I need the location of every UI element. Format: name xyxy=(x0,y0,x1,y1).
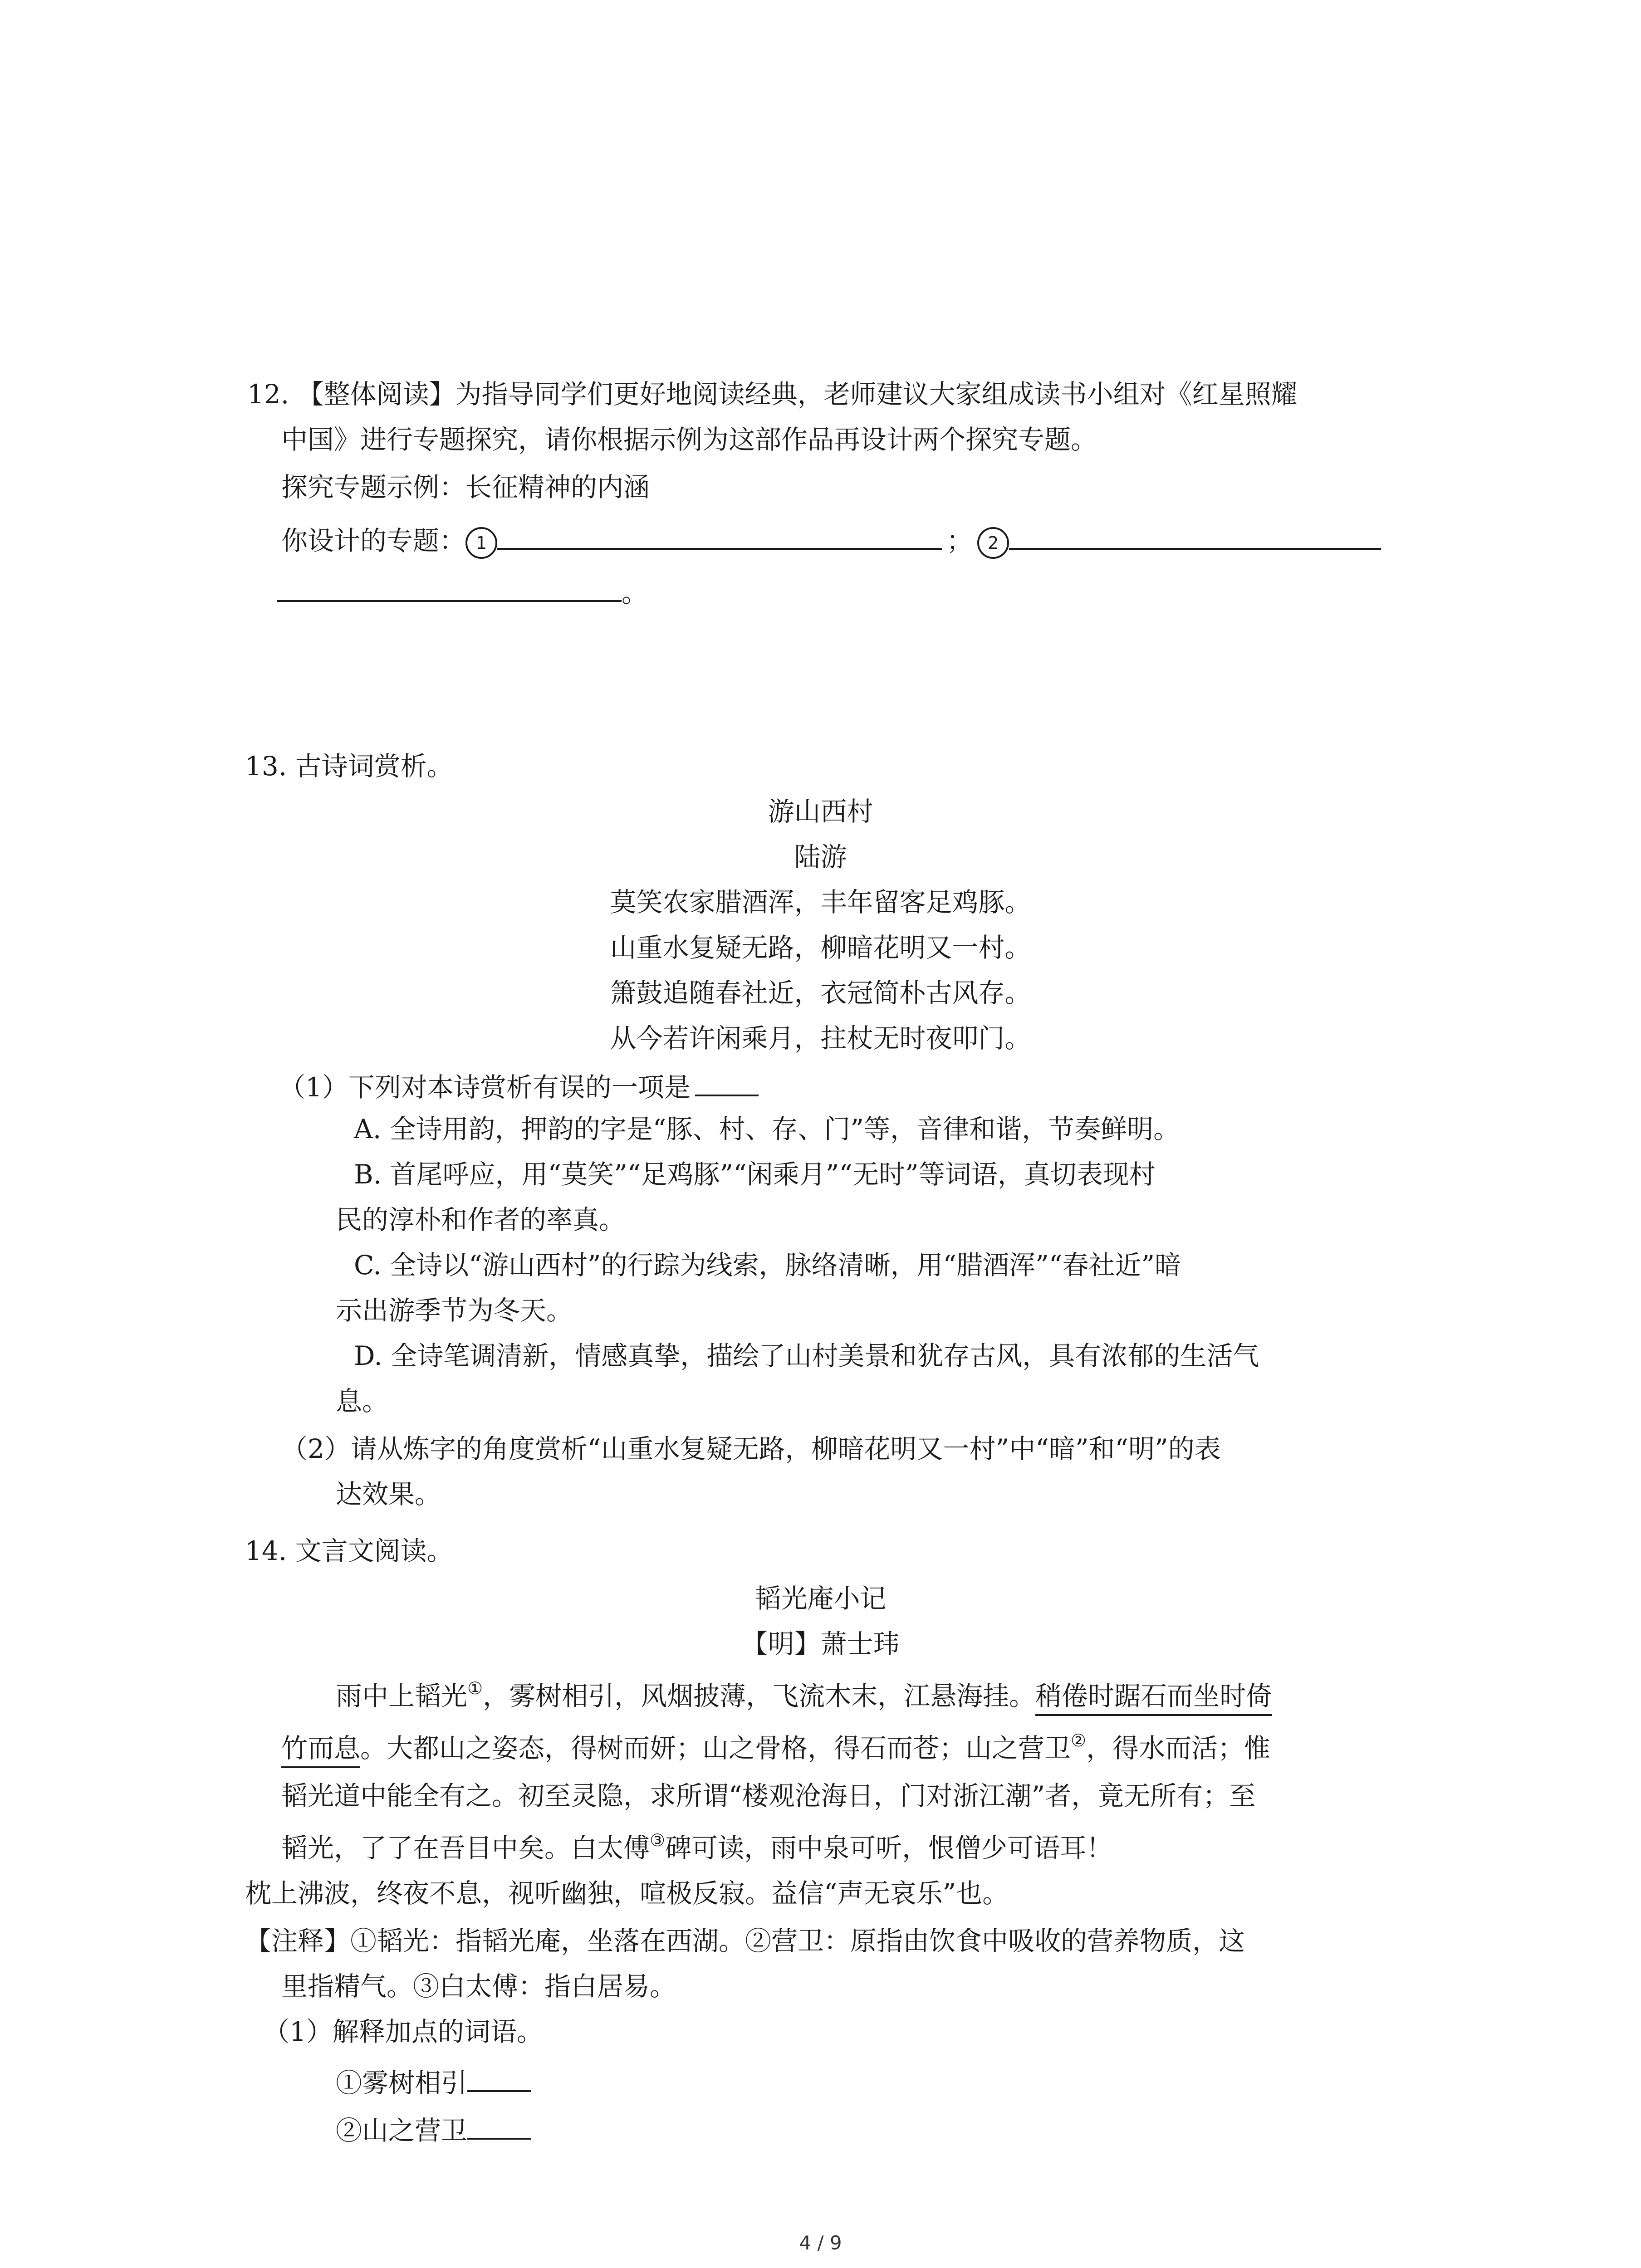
q12-prompt: 你设计的专题： xyxy=(281,525,466,556)
q12-circle-2: 2 xyxy=(977,527,1009,559)
q14-item-2: ②山之营卫 xyxy=(336,2115,468,2146)
essay-text: ，得水而活；惟 xyxy=(1086,1733,1271,1764)
q14-heading: 14. 文言文阅读。 xyxy=(245,1535,453,1566)
essay-author: 【明】萧士玮 xyxy=(741,1628,900,1659)
q12-answer-row-2 xyxy=(277,574,648,609)
q13-option-b-line1: B. 首尾呼应，用“莫笑”“足鸡豚”“闲乘月”“无时”等词语，真切表现村 xyxy=(354,1159,1156,1190)
q14-item-1-blank[interactable] xyxy=(467,2064,531,2092)
q14-item-2-row xyxy=(336,2112,531,2147)
page-number: 4 / 9 xyxy=(799,2232,842,2254)
q12-answer-row xyxy=(281,522,1381,559)
q13-sub1-blank[interactable] xyxy=(695,1068,759,1096)
poem-line-3: 箫鼓追随春社近，衣冠简朴古风存。 xyxy=(610,978,1031,1008)
q12-semicolon: ； xyxy=(946,525,973,556)
q14-sub1: （1）解释加点的词语。 xyxy=(263,2016,543,2047)
underlined-sentence: 稍倦时踞石而坐时倚 xyxy=(1035,1681,1272,1716)
q13-option-c-line1: C. 全诗以“游山西村”的行踪为线索，脉络清晰，用“腊酒浑”“春社近”暗 xyxy=(354,1250,1181,1281)
q13-option-b-line2: 民的淳朴和作者的率真。 xyxy=(336,1204,626,1235)
q13-sub2-line2: 达效果。 xyxy=(336,1479,441,1510)
q13-option-a: A. 全诗用韵，押韵的字是“豚、村、存、门”等，音律和谐，节奏鲜明。 xyxy=(354,1114,1180,1144)
underlined-sentence-cont: 竹而息 xyxy=(281,1733,360,1768)
essay-text: ，雾树相引，风烟披薄，飞流木末，江悬海挂。 xyxy=(483,1681,1036,1711)
q13-sub2-line1: （2）请从炼字的角度赏析“山重水复疑无路，柳暗花明又一村”中“暗”和“明”的表 xyxy=(281,1433,1221,1464)
q14-item-2-blank[interactable] xyxy=(467,2112,531,2140)
essay-text: 。大都山之姿态，得树而妍；山之骨格，得石而苍；山之营卫 xyxy=(360,1733,1071,1764)
essay-line-5: 枕上沸波，终夜不息，视听幽独，喧极反寂。益信“声无哀乐”也。 xyxy=(245,1878,1009,1909)
q13-option-d-line1: D. 全诗笔调清新，情感真挚，描绘了山村美景和犹存古风，具有浓郁的生活气 xyxy=(354,1340,1259,1371)
q13-option-d-line2: 息。 xyxy=(336,1386,389,1417)
q12-circle-1: 1 xyxy=(465,527,497,559)
q13-option-c-line2: 示出游季节为冬天。 xyxy=(336,1295,573,1326)
q12-line1: 12. 【整体阅读】为指导同学们更好地阅读经典，老师建议大家组成读书小组对《红星照耀 xyxy=(247,379,1298,410)
essay-line-3: 韬光道中能全有之。初至灵隐，求所谓“楼观沧海日，门对浙江潮”者，竟无所有；至 xyxy=(281,1780,1256,1811)
poem-line-4: 从今若许闲乘月，拄杖无时夜叩门。 xyxy=(610,1023,1031,1054)
q12-answer-blank-2-cont[interactable] xyxy=(277,574,622,602)
poem-line-1: 莫笑农家腊酒浑，丰年留客足鸡豚。 xyxy=(610,887,1031,918)
poem-line-2: 山重水复疑无路，柳暗花明又一村。 xyxy=(610,932,1031,963)
essay-text: 雨中上韬光 xyxy=(336,1681,468,1711)
q12-line2: 中国》进行专题探究，请你根据示例为这部作品再设计两个探究专题。 xyxy=(281,424,1097,455)
essay-line-2 xyxy=(281,1730,1270,1765)
essay-text: 碑可读，雨中泉可听，恨僧少可语耳！ xyxy=(665,1833,1113,1863)
essay-title: 韬光庵小记 xyxy=(754,1583,887,1614)
essay-line-4 xyxy=(281,1830,1112,1864)
essay-text: 韬光，了了在吾目中矣。白太傅 xyxy=(281,1833,650,1863)
q12-answer-blank-2[interactable] xyxy=(1009,522,1381,550)
poem-title: 游山西村 xyxy=(768,796,873,827)
q12-answer-blank-1[interactable] xyxy=(497,522,942,550)
q12-end-mark: 。 xyxy=(622,577,648,608)
essay-line-1 xyxy=(336,1678,1272,1712)
note-ref-3: ③ xyxy=(650,1830,666,1850)
note-ref-2: ② xyxy=(1071,1730,1087,1750)
q13-heading: 13. 古诗词赏析。 xyxy=(245,751,453,782)
notes-line-2: 里指精气。③白太傅：指白居易。 xyxy=(281,1971,676,2002)
q13-sub1-row xyxy=(279,1068,759,1104)
note-ref-1: ① xyxy=(467,1678,483,1698)
q14-item-1-row xyxy=(336,2064,531,2099)
q13-sub1: （1）下列对本诗赏析有误的一项是 xyxy=(279,1072,691,1103)
q14-item-1: ①雾树相引 xyxy=(336,2068,468,2098)
poem-author: 陆游 xyxy=(794,841,847,872)
q12-example: 探究专题示例：长征精神的内涵 xyxy=(281,472,650,503)
notes-line-1: 【注释】①韬光：指韬光庵，坐落在西湖。②营卫：原指由饮食中吸收的营养物质，这 xyxy=(245,1926,1245,1956)
